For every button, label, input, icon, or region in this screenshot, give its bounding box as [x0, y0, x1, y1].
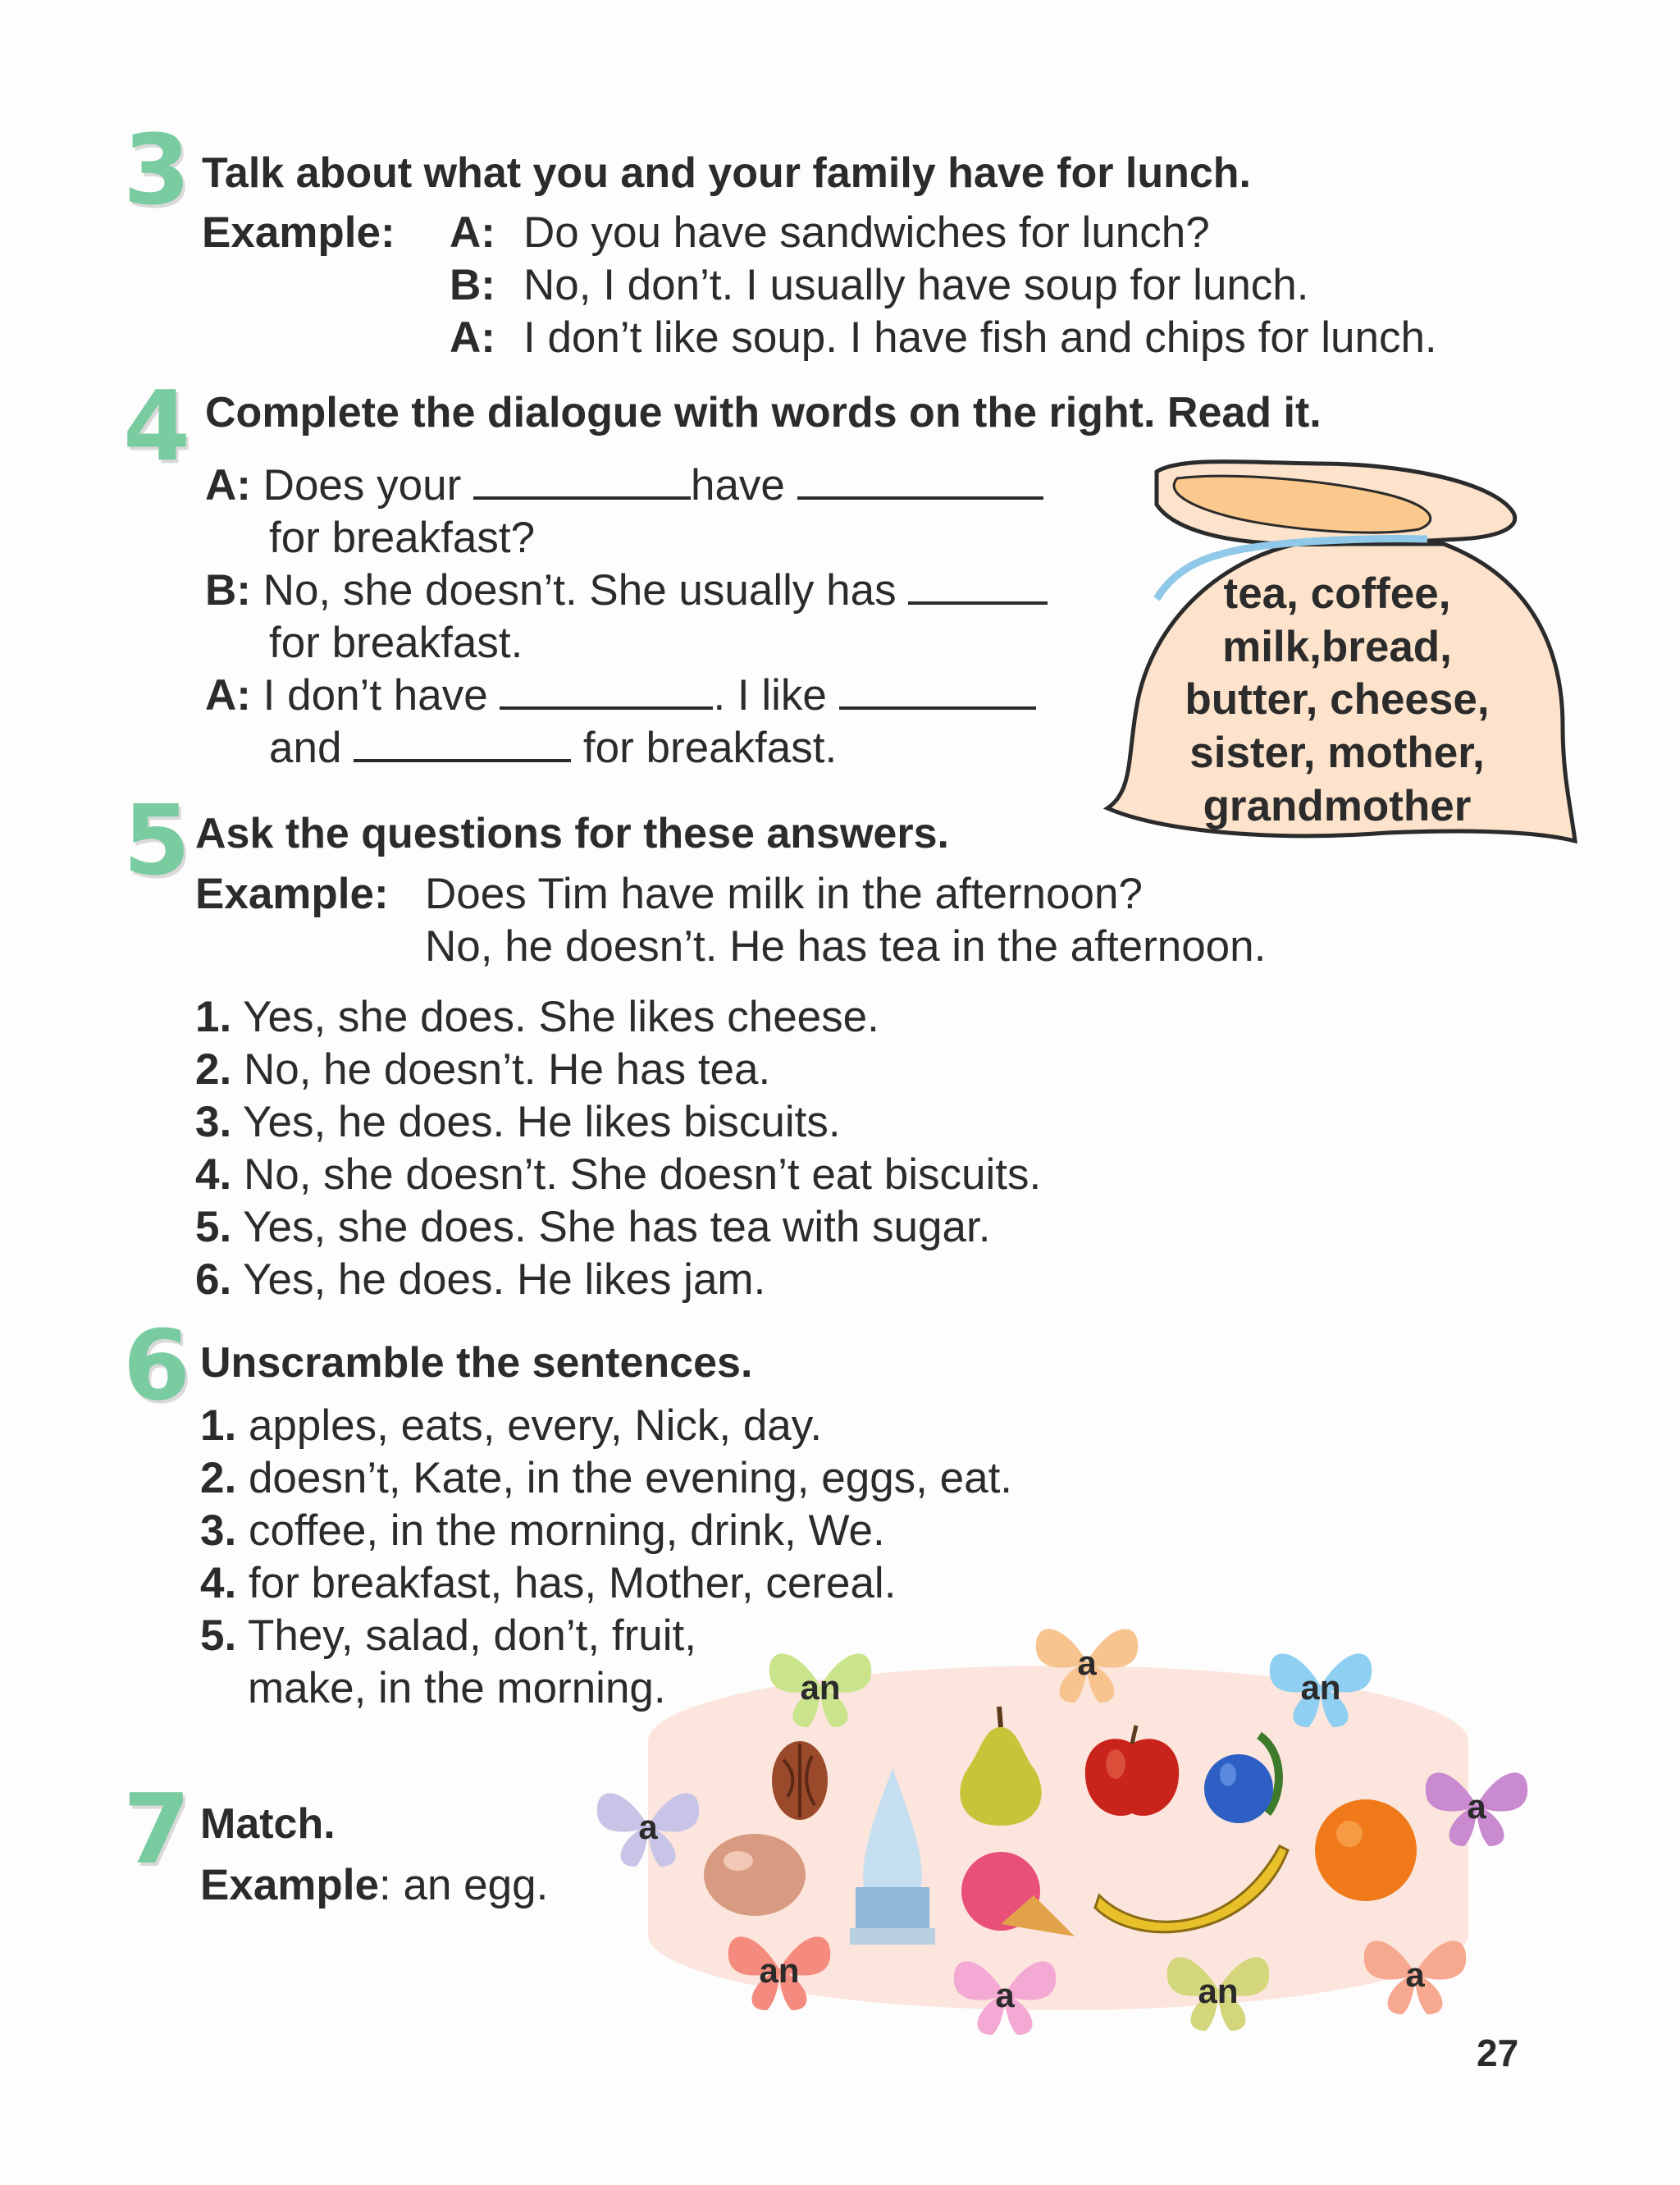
exercise-7-example: Example: an egg.	[200, 1861, 549, 1909]
ice-cream-picture	[843, 1764, 942, 1949]
egg-picture	[701, 1830, 808, 1920]
dialogue-line: A:	[450, 313, 495, 362]
exercise-4-title: Complete the dialogue with words on the right. Read it.	[205, 389, 1322, 437]
butterfly-label[interactable]: an	[722, 1920, 837, 2018]
dialogue-b1-cont: for breakfast.	[269, 619, 523, 667]
list-item: 3. coffee, in the morning, drink, We.	[200, 1506, 885, 1555]
butterfly-label[interactable]: an	[763, 1637, 878, 1735]
list-item: 2. doesn’t, Kate, in the evening, eggs, eat.	[200, 1454, 1013, 1502]
dialogue-a2: A: I don’t have . I like	[205, 670, 1036, 722]
page-number: 27	[1477, 2032, 1519, 2074]
answer-blank[interactable]	[839, 670, 1036, 710]
dialogue-line-text: No, I don’t. I usually have soup for lunch.	[523, 261, 1309, 309]
exercise-3-title: Talk about what you and your family have for lunch.	[202, 149, 1252, 197]
exercise-4-number: 4	[123, 369, 191, 482]
answer-blank[interactable]	[473, 460, 691, 500]
butterfly-label[interactable]: a	[1029, 1612, 1144, 1711]
exercise-7-title: Match.	[200, 1800, 336, 1848]
pear-picture	[943, 1703, 1058, 1834]
dialogue-b1: B: No, she doesn’t. She usually has	[205, 565, 1048, 617]
butterfly-label[interactable]: an	[1161, 1940, 1276, 2039]
list-item: 3. Yes, he does. He likes biscuits.	[195, 1098, 841, 1146]
dialogue-line: B:	[450, 261, 495, 309]
list-item: 6. Yes, he does. He likes jam.	[195, 1255, 766, 1304]
exercise-5-number: 5	[123, 784, 191, 897]
orange-picture	[1308, 1793, 1423, 1908]
answer-blank[interactable]	[500, 670, 713, 710]
answer-blank[interactable]	[797, 460, 1043, 500]
answer-blank[interactable]	[908, 565, 1048, 605]
list-item: 1. Yes, she does. She likes cheese.	[195, 993, 879, 1041]
apple-picture	[1079, 1719, 1185, 1826]
exercise-5-example-label: Example:	[195, 870, 389, 918]
butterfly-label[interactable]: a	[1419, 1756, 1534, 1854]
exercise-5-title: Ask the questions for these answers.	[195, 810, 949, 857]
word-bag-words: tea, coffee, milk,bread, butter, cheese, sister, mother, grandmother	[1185, 569, 1490, 830]
dialogue-line-text: I don’t like soup. I have fish and chips for lunch.	[523, 313, 1437, 362]
plum-picture	[1194, 1727, 1292, 1834]
exercise-5-example-answer: No, he doesn’t. He has tea in the afternoon.	[425, 922, 1267, 971]
banana-picture	[1091, 1830, 1296, 1953]
list-item: 2. No, he doesn’t. He has tea.	[195, 1045, 771, 1094]
dialogue-a2-cont: and for breakfast.	[269, 724, 838, 772]
list-item: 4. for breakfast, has, Mother, cereal.	[200, 1559, 897, 1607]
dialogue-a1-cont: for breakfast?	[269, 514, 536, 562]
list-item: 5. They, salad, don’t, fruit,	[200, 1611, 696, 1660]
ice-cream-cone-picture	[952, 1846, 1083, 1945]
butterfly-label[interactable]: a	[591, 1776, 705, 1875]
exercise-6-title: Unscramble the sentences.	[200, 1339, 753, 1387]
list-item: 1. apples, eats, every, Nick, day.	[200, 1401, 823, 1450]
dialogue-a1: A: Does your have	[205, 459, 1043, 512]
butterfly-label[interactable]: an	[1263, 1637, 1378, 1735]
dialogue-line-text: Do you have sandwiches for lunch?	[523, 208, 1210, 257]
list-item-continued: make, in the morning.	[248, 1664, 666, 1712]
answer-blank[interactable]	[354, 723, 571, 762]
dialogue-line: A:	[450, 208, 495, 257]
exercise-3-number: 3	[123, 113, 191, 226]
butterfly-label[interactable]: a	[947, 1945, 1062, 2043]
list-item: 5. Yes, she does. She has tea with sugar.	[195, 1203, 991, 1251]
butterfly-label[interactable]: a	[1358, 1924, 1472, 2023]
exercise-3-example-label: Example:	[202, 208, 395, 257]
walnut-picture	[767, 1735, 833, 1826]
list-item: 4. No, she doesn’t. She doesn’t eat biscuits.	[195, 1150, 1042, 1199]
exercise-7-number: 7	[123, 1772, 191, 1886]
exercise-6-number: 6	[123, 1309, 191, 1422]
exercise-5-example-question: Does Tim have milk in the afternoon?	[425, 870, 1143, 918]
